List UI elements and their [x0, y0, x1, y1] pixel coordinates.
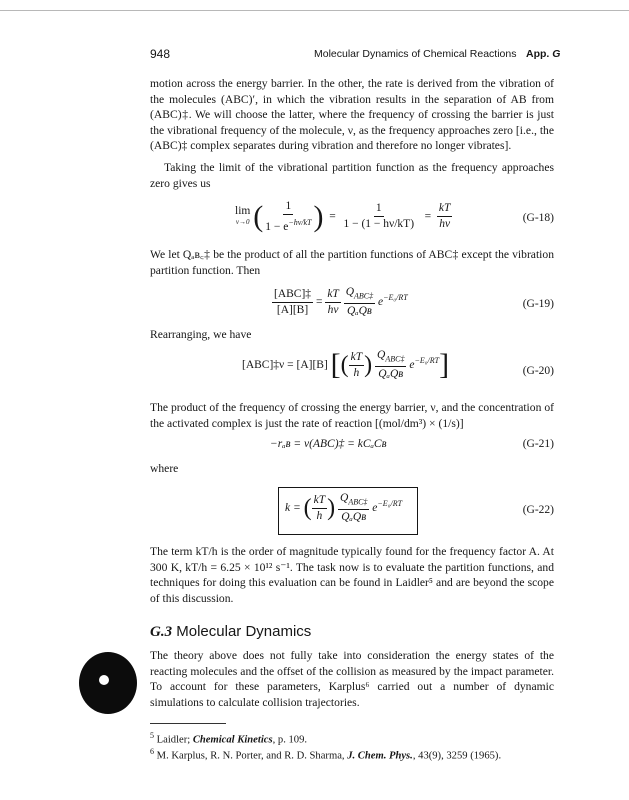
top-rule [0, 10, 629, 11]
fraction-partition-q: $\frac{Q_{ABC\ddagger}}{\text{QₐQʙ}}$ [377, 349, 405, 381]
equation-number: (G-21) [522, 438, 554, 450]
binder-hole-center [99, 675, 109, 685]
footnote-rule [150, 723, 226, 724]
fraction-kT-hv: $\frac{kT}{h\nu}$ [438, 202, 451, 231]
page-number: 948 [150, 47, 171, 61]
appendix-label: App. G [526, 48, 561, 60]
running-title: Molecular Dynamics of Chemical Reactions [314, 48, 517, 60]
fraction-partition-q: $\frac{Q_{ABC\ddagger}}{\text{QₐQʙ}}$ [340, 492, 368, 524]
fraction-kT-hv: $\frac{kT}{h\nu}$ [327, 287, 339, 316]
equation-g19: $\frac{\text{[ABC]‡}}{[A][B]}$ = $\frac{kT}{h\nu}$ $\frac{Q_{ABC\ddagger}}{\text{QₐQʙ}}$ $e^{-E_0/RT}$ (G-19) [274, 286, 554, 318]
paragraph-limit: Taking the limit of the vibrational partition function as the frequency approaches zero gives us [150, 161, 554, 190]
paragraph-let-q: We let Qₐʙ꜀‡ be the product of all the partition functions of ABC‡ except the vibration partition function. Then [150, 248, 554, 277]
equation-g21: −rₐʙ = ν(ABC)‡ = kCₐCʙ (G-21) [270, 438, 554, 450]
fraction-kT-h: $\frac{kT}{h}$ [350, 350, 363, 379]
equation-g22: k = ( $\frac{kT}{h}$ ) $\frac{Q_{ABC\ddagger}}{\text{QₐQʙ}}$ $e^{-E_0/RT}$ (G-22) [285, 492, 554, 524]
paragraph-rearranging: Rearranging, we have [150, 328, 252, 341]
lim-operator: lim ν→0 [235, 204, 251, 226]
fraction-kT-h: $\frac{kT}{h}$ [313, 493, 326, 522]
equation-g18: lim ν→0 ( $\frac{1}{1 - e^{-h\nu/kT}}$ ) = $\frac{1}{1 - (1 - h\nu/kT)}$ = $\frac{kT}{h\nu}$ (G-18) [235, 199, 554, 233]
fraction-partition-q: $\frac{Q_{ABC\ddagger}}{\text{QₐQʙ}}$ [345, 286, 374, 318]
section-heading: G.3 Molecular Dynamics [150, 623, 312, 640]
fraction-concentration: $\frac{\text{[ABC]‡}}{[A][B]}$ [274, 287, 312, 316]
equation-number: (G-22) [522, 504, 554, 516]
paragraph-rate-of-reaction: The product of the frequency of crossing the energy barrier, ν, and the concentration of the activated complex is just the rate of reaction [(mol/dm³) × (1/s)] [150, 401, 554, 430]
paragraph-kT-over-h: The term kT/h is the order of magnitude typically found for the frequency factor A. At 300 K, kT/h = 6.25 × 10¹² s⁻¹. The task now is to evaluate the partition functions, and techniques for doing this evaluation can be found in Laidler⁵ and are beyond the scope of this discussion. [150, 545, 554, 605]
equation-g20: [ABC]‡ν = [A][B] [( $\frac{kT}{h}$ ) $\frac{Q_{ABC\ddagger}}{\text{QₐQʙ}}$ $e^{-E_0/RT}$] (G-20) [242, 348, 554, 382]
section-title: Molecular Dynamics [176, 623, 312, 640]
paragraph-vibration: motion across the energy barrier. In the other, the rate is derived from the vibration of the molecules (ABC)′, in which the vibration results in the separation of AB from (ABC)‡. We will choose the latter, where the frequency of crossing the barrier is just the vibrational frequency of the molecule, ν, as the frequency approaches zero [i.e., the (ABC)‡ complex separates during vibration and therefore no longer vibrates]. [150, 77, 554, 152]
equation-number: (G-20) [522, 365, 554, 377]
fraction-expanded: $\frac{1}{1 - (1 - h\nu/kT)}$ [343, 202, 415, 231]
equation-number: (G-19) [522, 298, 554, 310]
equation-number: (G-18) [522, 212, 554, 224]
fraction-partition: $\frac{1}{1 - e^{-h\nu/kT}}$ [265, 200, 312, 233]
running-header [0, 47, 629, 63]
footnote-5: $^5$ Laidler; Chemical Kinetics, p. 109. [150, 731, 308, 746]
footnote-6: $^6$ M. Karplus, R. N. Porter, and R. D. Sharma, J. Chem. Phys., 43(9), 3259 (1965). [150, 747, 502, 762]
paragraph-molecular-dynamics: The theory above does not fully take into consideration the energy states of the reacting molecules and the offset of the collision as measured by the impact parameter. To account for these parameters, Karplus⁶ carried out a number of dynamic simulations to calculate collision trajectories. [150, 649, 554, 709]
where-label: where [150, 462, 179, 475]
